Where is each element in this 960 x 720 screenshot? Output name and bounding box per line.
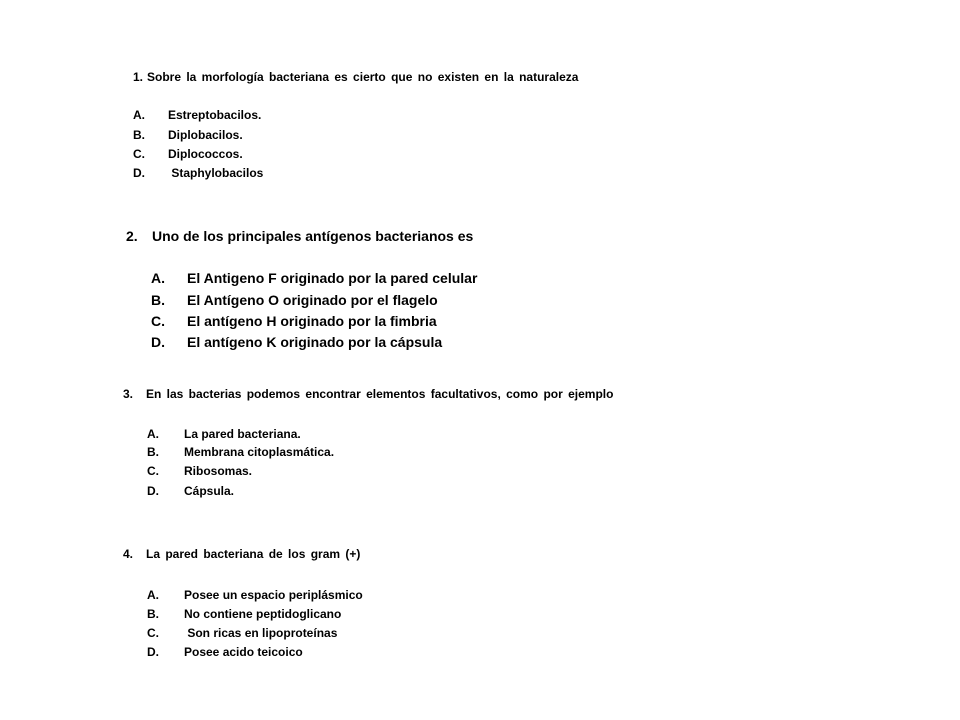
- question-2-stem: [126, 228, 473, 244]
- question-4-option-a: [147, 588, 363, 602]
- option-text: Staphylobacilos: [168, 166, 264, 180]
- question-number: 1.: [133, 70, 144, 84]
- question-1-option-b: [133, 128, 243, 142]
- question-2-option-b: [151, 292, 438, 308]
- question-3-option-b: [147, 445, 334, 459]
- option-text: Son ricas en lipoproteínas: [184, 626, 338, 640]
- option-letter: A.: [133, 108, 145, 122]
- question-number: 3.: [123, 387, 134, 401]
- question-2-option-a: [151, 270, 477, 286]
- option-text: No contiene peptidoglicano: [184, 607, 342, 621]
- question-text: Uno de los principales antígenos bacterianos es: [152, 228, 474, 244]
- option-text: Estreptobacilos.: [168, 108, 262, 122]
- option-letter: C.: [133, 147, 145, 161]
- option-text: El antígeno H originado por la fimbria: [187, 313, 437, 329]
- question-3-stem: [123, 387, 613, 401]
- question-4-stem: [123, 547, 360, 561]
- option-text: La pared bacteriana.: [184, 427, 301, 441]
- option-letter: D.: [147, 484, 159, 498]
- question-3-option-a: [147, 427, 301, 441]
- option-letter: C.: [147, 626, 159, 640]
- question-text: Sobre la morfología bacteriana es cierto que no existen en la naturaleza: [147, 70, 579, 84]
- question-text: La pared bacteriana de los gram (+): [146, 547, 361, 561]
- option-letter: D.: [147, 645, 159, 659]
- option-letter: B.: [147, 445, 159, 459]
- option-letter: C.: [147, 464, 159, 478]
- option-text: Membrana citoplasmática.: [184, 445, 335, 459]
- option-letter: D.: [151, 334, 165, 350]
- option-letter: A.: [147, 588, 159, 602]
- question-1-option-d: [133, 166, 263, 180]
- option-letter: B.: [147, 607, 159, 621]
- question-1-option-a: [133, 108, 261, 122]
- question-4-option-c: [147, 626, 337, 640]
- question-2-option-d: [151, 334, 442, 350]
- question-3-option-d: [147, 484, 234, 498]
- question-text: En las bacterias podemos encontrar elementos facultativos, como por ejemplo: [146, 387, 614, 401]
- option-letter: A.: [147, 427, 159, 441]
- question-2-option-c: [151, 313, 437, 329]
- question-4-option-b: [147, 607, 341, 621]
- option-text: Posee un espacio periplásmico: [184, 588, 363, 602]
- option-letter: D.: [133, 166, 145, 180]
- option-text: Diplobacilos.: [168, 128, 243, 142]
- option-letter: A.: [151, 270, 165, 286]
- option-text: Ribosomas.: [184, 464, 253, 478]
- question-number: 4.: [123, 547, 134, 561]
- option-letter: B.: [151, 292, 165, 308]
- question-number: 2.: [126, 228, 138, 244]
- option-text: El Antigeno F originado por la pared celular: [187, 270, 478, 286]
- option-text: Cápsula.: [184, 484, 235, 498]
- option-text: Posee acido teicoico: [184, 645, 303, 659]
- question-3-option-c: [147, 464, 252, 478]
- option-text: Diplococcos.: [168, 147, 243, 161]
- question-1-option-c: [133, 147, 243, 161]
- question-1-stem: [133, 70, 578, 84]
- option-text: El Antígeno O originado por el flagelo: [187, 292, 438, 308]
- option-letter: C.: [151, 313, 165, 329]
- option-text: El antígeno K originado por la cápsula: [187, 334, 443, 350]
- option-letter: B.: [133, 128, 145, 142]
- question-4-option-d: [147, 645, 303, 659]
